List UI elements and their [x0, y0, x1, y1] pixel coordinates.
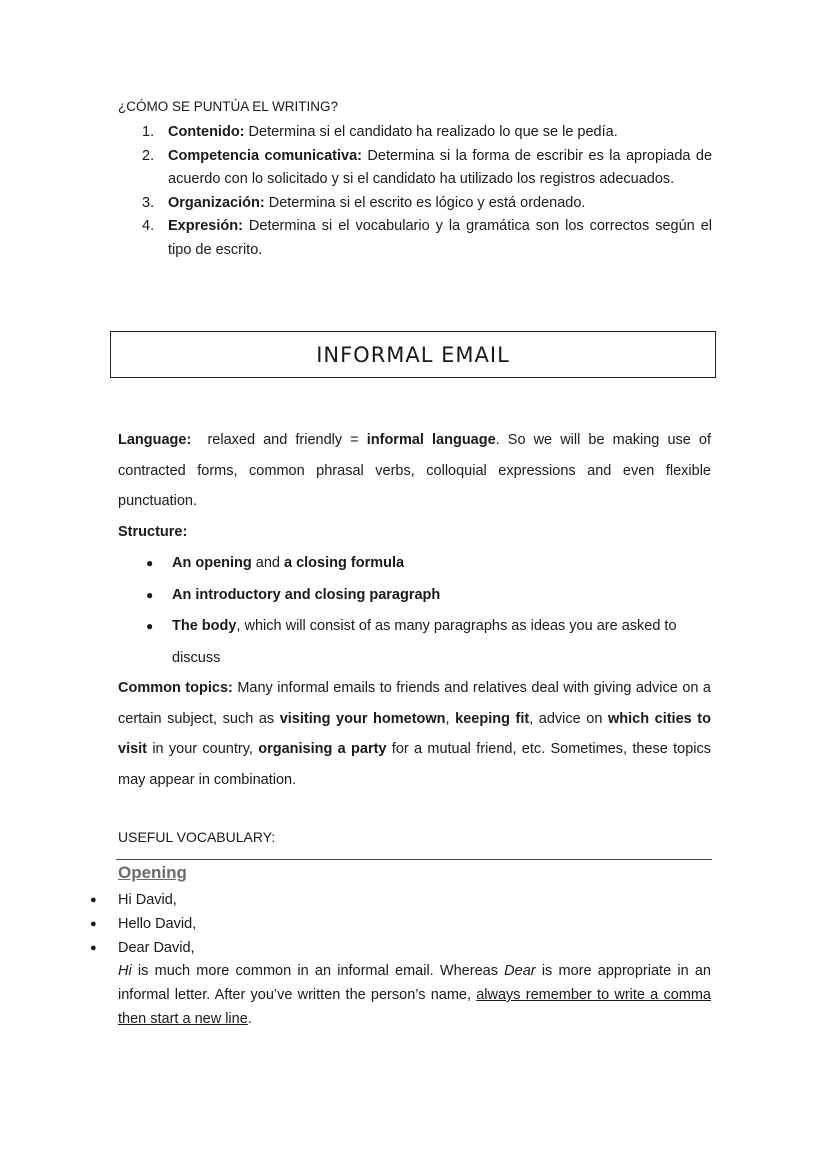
bullet-icon: ● [146, 587, 154, 602]
note-italic: Hi [118, 963, 132, 979]
structure-label [118, 517, 187, 547]
list-item [146, 580, 711, 612]
vocabulary-heading: USEFUL VOCABULARY: [118, 829, 276, 845]
item-description: Determina si el vocabulario y la gramática son los correctos según el tipo de escrito. [168, 218, 712, 258]
scoring-criteria-list [142, 121, 712, 262]
scoring-heading: ¿CÓMO SE PUNTÚA EL WRITING? [118, 99, 339, 114]
greeting-text: Hi David, [118, 892, 177, 908]
topics-emphasis: organising a party [258, 741, 387, 757]
item-text [168, 192, 712, 216]
item-text [168, 215, 712, 262]
item-bold: An introductory and closing paragraph [172, 586, 441, 603]
topics-text: , advice on [529, 710, 608, 727]
structure-list [146, 548, 711, 674]
item-description: Determina si la forma de escribir es la apropiada de acuerdo con lo solicitado y si el candidato ha utilizado los registros adecuados. [168, 147, 713, 187]
item-text [168, 121, 712, 145]
item-number: 1. [142, 124, 155, 140]
list-item [90, 888, 196, 912]
item-plain: , which will consist of as many paragraphs as ideas you are asked to discuss [172, 618, 677, 666]
section-title-box [110, 331, 716, 378]
item-bold: An opening [172, 555, 252, 571]
topics-text: , [445, 710, 456, 727]
list-item [90, 936, 196, 960]
list-item [142, 192, 712, 216]
greeting-text: Dear David, [118, 940, 195, 956]
list-item [146, 548, 711, 580]
list-item [142, 145, 712, 192]
list-item [142, 121, 712, 145]
greetings-list [90, 888, 196, 960]
divider [116, 859, 712, 860]
topics-text: in your country, [147, 741, 259, 757]
item-term: Competencia comunicativa: [168, 147, 362, 164]
language-label: Language: [118, 432, 192, 448]
bullet-icon: ● [90, 942, 97, 954]
opening-title: Opening [118, 863, 187, 882]
bullet-icon: ● [90, 918, 97, 930]
item-text [172, 611, 711, 674]
topics-emphasis: keeping fit [455, 710, 530, 727]
item-term: Organización: [168, 194, 265, 211]
item-bold: The body [172, 618, 237, 634]
topics-label: Common topics: [118, 680, 233, 696]
list-item [90, 912, 196, 936]
item-number: 3. [142, 194, 155, 211]
opening-note [118, 959, 711, 1031]
note-underlined: always remember to write a comma then start a new line [118, 987, 711, 1027]
topics-paragraph [118, 673, 711, 795]
note-italic: Dear [504, 963, 536, 979]
item-plain: and [251, 555, 284, 571]
topics-text: for a mutual friend, etc. Sometimes, these topics may appear in combination. [118, 741, 711, 788]
language-emphasis: informal language [366, 432, 496, 448]
language-text: relaxed and friendly = [191, 432, 367, 448]
topics-emphasis: which cities to visit [118, 710, 711, 757]
item-description: Determina si el escrito es lógico y está ordenado. [264, 194, 586, 211]
item-term: Expresión: [168, 218, 243, 234]
language-text: . So we will be making use of contracted forms, common phrasal verbs, colloquial expressions and even flexible punctuation. [118, 432, 711, 509]
item-text [172, 548, 711, 580]
note-text: . [247, 1011, 252, 1027]
topics-text: Many informal emails to friends and relatives deal with giving advice on a certain subject, such as [118, 680, 711, 727]
item-description: Determina si el candidato ha realizado lo que se le pedía. [244, 124, 618, 140]
item-term: Contenido: [168, 124, 245, 140]
bullet-icon: ● [146, 619, 154, 633]
topics-emphasis: visiting your hometown [279, 710, 446, 727]
item-text [172, 580, 711, 612]
list-item [146, 611, 711, 674]
structure-label-text: Structure: [118, 524, 188, 540]
bullet-icon: ● [146, 556, 154, 570]
bullet-icon: ● [90, 894, 97, 906]
language-paragraph [118, 425, 711, 517]
note-text: is much more common in an informal email. Whereas [131, 963, 505, 979]
item-bold: a closing formula [284, 555, 405, 571]
list-item [142, 215, 712, 262]
item-number: 2. [142, 147, 155, 164]
section-title: INFORMAL EMAIL [316, 342, 510, 367]
greeting-text: Hello David, [118, 916, 197, 932]
item-number: 4. [142, 218, 155, 234]
note-text: is more appropriate in an informal letter. After you’ve written the person’s name, [118, 963, 711, 1003]
item-text [168, 145, 712, 192]
